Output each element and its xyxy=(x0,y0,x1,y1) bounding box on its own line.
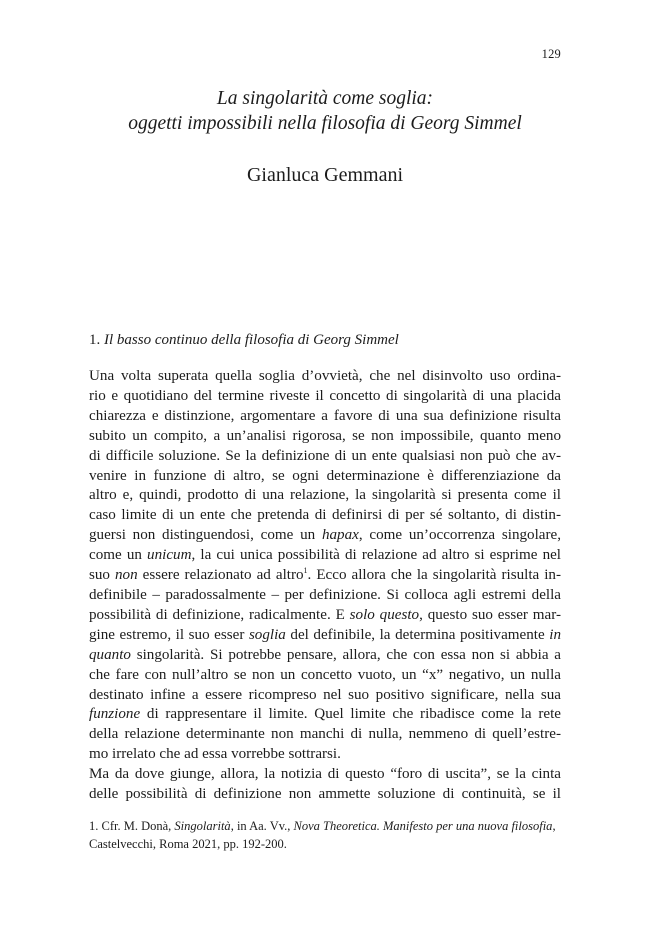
body-line: rio e quotidiano del termine riveste il concetto di singolarità di una placida xyxy=(89,387,561,404)
body-line: funzione di rappresentare il limite. Quel limite che ribadisce come la rete xyxy=(89,706,561,723)
body-line: della relazione determinante non manchi di nulla, nemmeno di quell’estre- xyxy=(89,726,561,743)
body-line: destinato infine a essere ricompreso nel suo positivo significare, nella sua xyxy=(89,686,561,703)
body-line: altro e, quindi, prodotto di una relazione, la singolarità si presenta come il xyxy=(89,487,561,504)
chapter-title xyxy=(0,86,650,136)
footnote-line: 1. Cfr. M. Donà, Singolarità, in Aa. Vv., Nova Theoretica. Manifesto per una nuova filosofia, xyxy=(89,819,556,833)
body-line: caso limite di un ente che pretenda di definirsi di per sé soltanto, di distin- xyxy=(89,507,561,524)
body-line: mo irrelato che ad essa vorrebbe sottrarsi. xyxy=(89,746,341,763)
body-line: guersi non distinguendosi, come un hapax, come un’occorrenza singolare, xyxy=(89,527,561,544)
italic-term: non xyxy=(115,567,138,584)
body-line: di difficile soluzione. Se la definizione di un ente qualsiasi non può che av- xyxy=(89,447,561,464)
footnote xyxy=(89,817,561,853)
body-line: quanto singolarità. Si potrebbe pensare, allora, che con essa non si abbia a xyxy=(89,646,561,663)
body-line: possibilità di definizione, radicalmente. E solo questo, questo suo esser mar- xyxy=(89,606,561,623)
section-title: Il basso continuo della filosofia di Georg Simmel xyxy=(104,332,399,348)
section-number: 1. xyxy=(89,332,101,348)
body-line: che fare con null’altro se non un concetto vuoto, un “x” negativo, un nulla xyxy=(89,666,561,683)
italic-term: in xyxy=(549,626,561,643)
section-heading xyxy=(89,330,399,350)
body-line: definibile – paradossalmente – per definizione. Si colloca agli estremi della xyxy=(89,586,561,603)
italic-term: soglia xyxy=(248,626,286,643)
body-line: Ma da dove giunge, allora, la notizia di questo “foro di uscita”, se la cinta xyxy=(89,766,561,783)
italic-term: unicum xyxy=(147,547,192,564)
body-paragraphs xyxy=(89,367,561,805)
body-line: suo non essere relazionato ad altro$^1$. Ecco allora che la singolarità risulta in- xyxy=(89,566,561,584)
chapter-title-line-1: La singolarità come soglia: xyxy=(216,88,434,109)
body-line: chiarezza e distinzione, argomentare a favore di una sua definizione risulta xyxy=(89,407,561,424)
footnote-line: Castelvecchi, Roma 2021, pp. 192-200. xyxy=(89,837,287,851)
body-line: subito un compito, a un’analisi rigorosa, se non impossibile, quanto meno xyxy=(89,427,561,444)
body-line: venire in funzione di altro, se ogni determinazione è differenziazione da xyxy=(89,467,561,484)
body-line: Una volta superata quella soglia d’ovvietà, che nel disinvolto uso ordina- xyxy=(89,368,561,384)
italic-term: hapax xyxy=(321,527,359,544)
italic-term: quanto xyxy=(89,646,131,663)
chapter-title-line-2: oggetti impossibili nella filosofia di Georg Simmel xyxy=(128,113,522,134)
italic-term: solo questo xyxy=(349,606,420,623)
author-name: Gianluca Gemmani xyxy=(246,164,404,186)
footnote-reference: 1 xyxy=(303,566,308,576)
body-line: come un unicum, la cui unica possibilità di relazione ad altro si esprime nel xyxy=(89,547,562,564)
page-number: 129 xyxy=(541,47,561,61)
body-line: delle possibilità di definizione non ammette soluzione di continuità, se il xyxy=(89,786,561,803)
body-line: gine estremo, il suo esser soglia del definibile, la determina positivamente in xyxy=(89,626,561,643)
italic-term: funzione xyxy=(89,706,141,723)
